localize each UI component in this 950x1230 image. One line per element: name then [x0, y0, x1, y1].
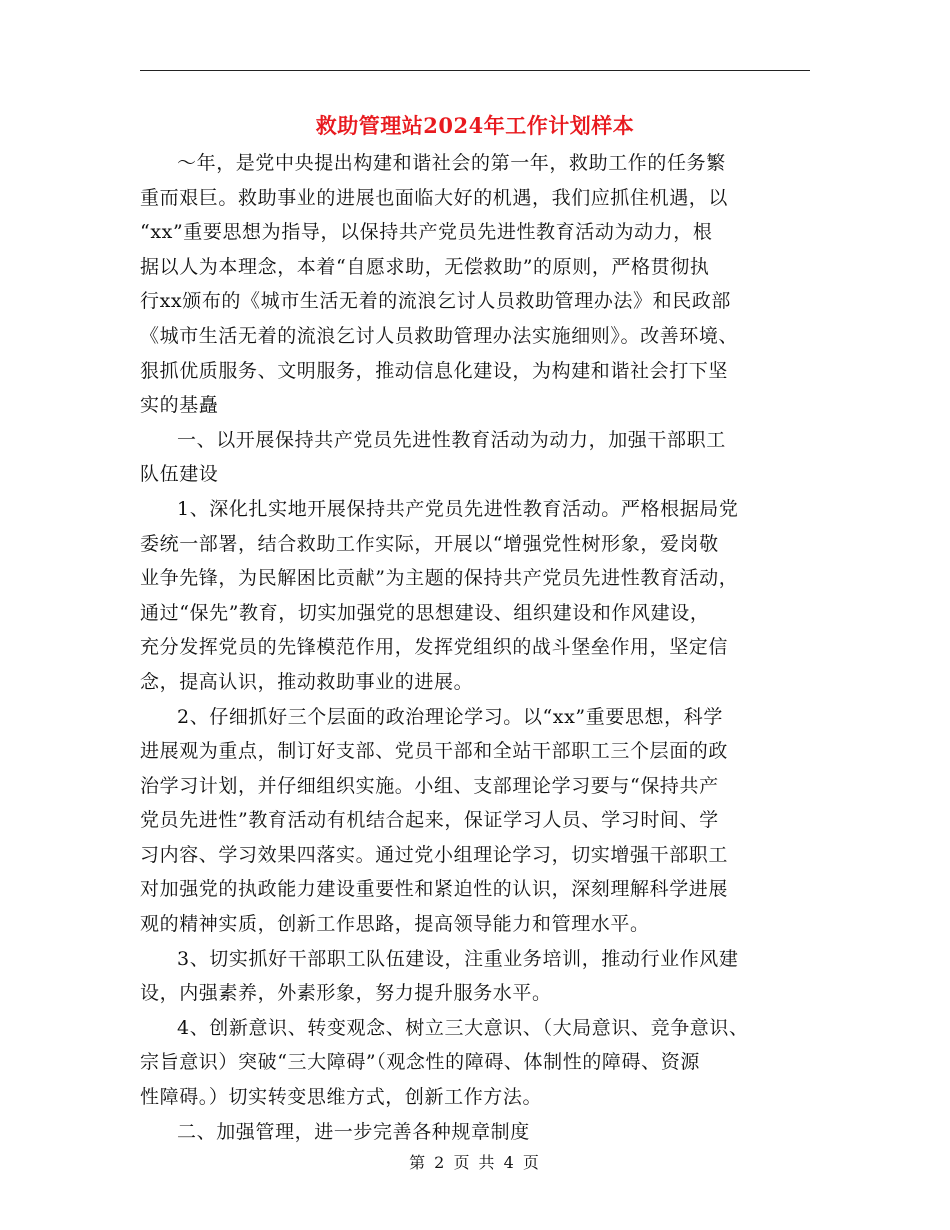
- text-line: 通过“保先”教育，切实加强党的思想建设、组织建设和作风建设，: [140, 601, 710, 624]
- section-heading-2: [140, 1115, 830, 1150]
- paragraph-item-4: [140, 1011, 830, 1115]
- text-line: 进展观为重点，制订好支部、党员干部和全站干部职工三个层面的政: [140, 740, 729, 763]
- text-line: 狠抓优质服务、文明服务，推动信息化建设，为构建和谐社会打下坚: [140, 359, 729, 382]
- text-line: 《城市生活无着的流浪乞讨人员救助管理办法实施细则》。改善环境、: [140, 324, 739, 347]
- text-line: 对加强党的执政能力建设重要性和紧迫性的认识，深刻理解科学进展: [140, 878, 729, 901]
- text-line: 习内容、学习效果四落实。通过党小组理论学习，切实增强干部职工: [140, 843, 729, 866]
- text-line: 3、切实抓好干部职工队伍建设，注重业务培训，推动行业作风建: [177, 947, 739, 970]
- document-body: [140, 146, 830, 1149]
- text-line: 4、创新意识、转变观念、树立三大意识、（大局意识、竞争意识、: [177, 1016, 749, 1039]
- text-line: 宗旨意识）突破“三大障碍”（观念性的障碍、体制性的障碍、资源: [140, 1051, 700, 1074]
- page-footer: 第 2 页 共 4 页: [409, 1153, 541, 1172]
- paragraph-intro: [140, 146, 830, 423]
- paragraph-item-3: [140, 942, 830, 1011]
- paragraph-item-2: [140, 700, 830, 942]
- text-line: 重而艰巨。救助事业的进展也面临大好的机遇，我们应抓住机遇，以: [140, 186, 729, 209]
- text-line: 据以人为本理念，本着“自愿求助，无偿救助”的原则，严格贯彻执: [140, 255, 710, 278]
- text-line: 设，内强素养，外素形象，努力提升服务水平。: [140, 982, 552, 1005]
- paragraph-item-1: [140, 492, 830, 700]
- document-title: 救助管理站2024年工作计划样本: [315, 113, 635, 138]
- text-line: 充分发挥党员的先锋模范作用，发挥党组织的战斗堡垒作用，坚定信: [140, 636, 729, 659]
- text-line: 实的基矗: [140, 394, 219, 417]
- text-line: 1、深化扎实地开展保持共产党员先进性教育活动。严格根据局党: [177, 497, 739, 520]
- text-line: 2、仔细抓好三个层面的政治理论学习。以“xx”重要思想，科学: [177, 705, 723, 728]
- text-line: 治学习计划，并仔细组织实施。小组、支部理论学习要与“保持共产: [140, 774, 719, 797]
- text-line: 一、以开展保持共产党员先进性教育活动为动力，加强干部职工: [177, 428, 726, 451]
- text-line: 业争先锋，为民解困比贡献”为主题的保持共产党员先进性教育活动，: [140, 567, 739, 590]
- text-line: “xx”重要思想为指导，以保持共产党员先进性教育活动为动力，根: [140, 221, 713, 244]
- text-line: 行xx颁布的《城市生活无着的流浪乞讨人员救助管理办法》和民政部: [140, 290, 732, 313]
- section-heading-1: [140, 423, 830, 492]
- text-line: 队伍建设: [140, 463, 219, 486]
- text-line: 性障碍。）切实转变思维方式，创新工作方法。: [140, 1086, 543, 1109]
- text-line: 二、加强管理，进一步完善各种规章制度: [177, 1120, 530, 1143]
- text-line: ～年，是党中央提出构建和谐社会的第一年，救助工作的任务繁: [177, 152, 726, 174]
- text-line: 党员先进性”教育活动有机结合起来，保证学习人员、学习时间、学: [140, 809, 719, 832]
- text-line: 念，提高认识，推动救助事业的进展。: [140, 670, 474, 693]
- header-rule: [140, 70, 810, 71]
- text-line: 观的精神实质，创新工作思路，提高领导能力和管理水平。: [140, 913, 650, 936]
- text-line: 委统一部署，结合救助工作实际，开展以“增强党性树形象，爱岗敬: [140, 532, 719, 555]
